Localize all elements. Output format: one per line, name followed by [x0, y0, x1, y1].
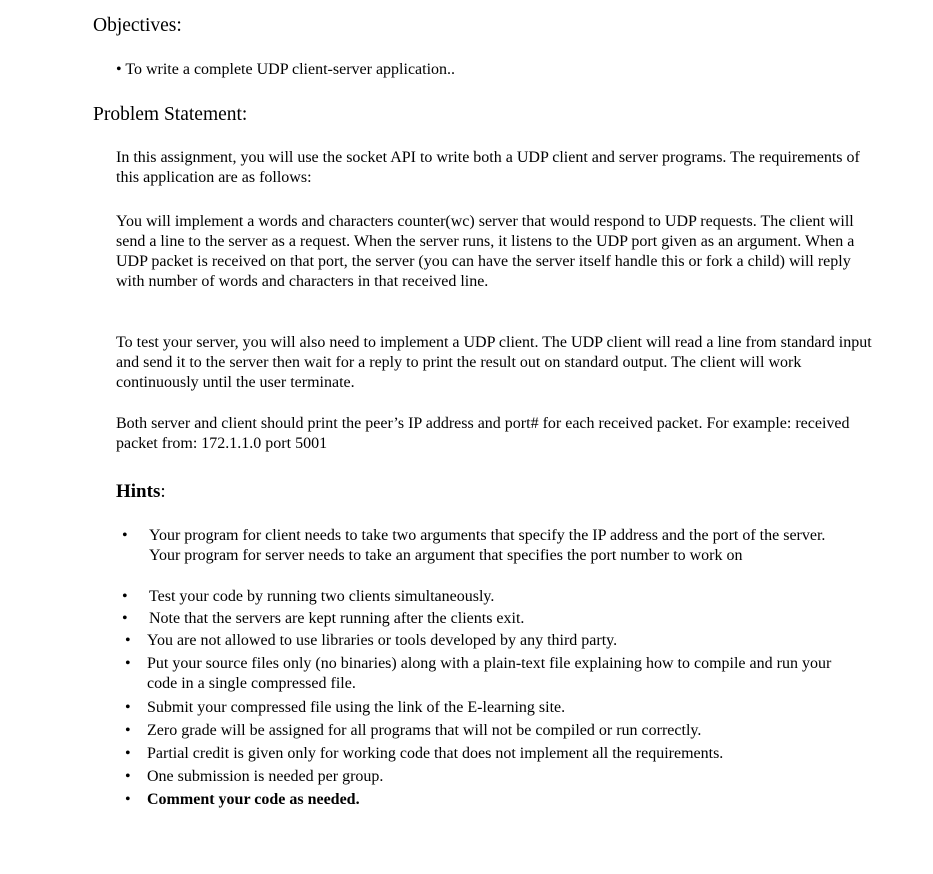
hint-text: Test your code by running two clients simultaneously. — [149, 588, 495, 605]
hint-item — [125, 631, 847, 651]
hints-heading-label: Hints — [116, 481, 161, 502]
objectives-heading: Objectives: — [93, 15, 182, 36]
hint-item — [122, 587, 849, 607]
server-description-paragraph: You will implement a words and characters counter(wc) server that would respond to UDP requests. The client will send a line to the server as a request. When the server runs, it listens to the UDP port given as an argument. When a UDP packet is received on that port, the server (you can have the server itself handle this or fork a child) will reply with number of words and characters in that received line. — [116, 213, 855, 290]
hint-text-bold: Comment your code as needed. — [147, 791, 360, 808]
bullet-icon: • — [122, 588, 128, 605]
bullet-icon: • — [125, 722, 131, 739]
hint-text: Note that the servers are kept running after the clients exit. — [149, 610, 525, 627]
objective-item: • To write a complete UDP client-server application.. — [116, 61, 456, 78]
hint-text: You are not allowed to use libraries or tools developed by any third party. — [147, 632, 618, 649]
hint-item — [122, 526, 849, 566]
bullet-icon: • — [125, 768, 131, 785]
bullet-icon: • — [125, 699, 131, 716]
bullet-icon: • — [122, 527, 128, 544]
hint-text: Put your source files only (no binaries) along with a plain-text file explaining how to compile and run your code in a single compressed file. — [147, 655, 832, 692]
bullet-icon: • — [125, 745, 131, 762]
hint-item — [125, 790, 847, 810]
hint-item — [125, 654, 847, 694]
hint-item — [122, 609, 849, 629]
hint-text: Submit your compressed file using the link of the E-learning site. — [147, 699, 566, 716]
output-format-paragraph: Both server and client should print the peer’s IP address and port# for each received packet. For example: received packet from: 172.1.1.0 port 5001 — [116, 415, 850, 452]
problem-statement-heading: Problem Statement: — [93, 104, 248, 125]
hint-text: Zero grade will be assigned for all programs that will not be compiled or run correctly. — [147, 722, 702, 739]
hints-heading — [116, 481, 166, 503]
hint-item — [125, 744, 847, 764]
hints-heading-colon: : — [160, 481, 166, 502]
intro-paragraph: In this assignment, you will use the socket API to write both a UDP client and server programs. The requirements of this application are as follows: — [116, 149, 860, 186]
hint-text: Partial credit is given only for working code that does not implement all the requirements. — [147, 745, 724, 762]
hint-item — [125, 721, 847, 741]
bullet-icon: • — [125, 632, 131, 649]
bullet-icon: • — [125, 791, 131, 808]
bullet-icon: • — [122, 610, 128, 627]
hint-item — [125, 767, 847, 787]
hint-item — [125, 698, 847, 718]
hint-text: Your program for client needs to take two arguments that specify the IP address and the port of the server. Your program for server needs to take an argument that specifies the port number to work on — [149, 527, 826, 564]
hint-text: One submission is needed per group. — [147, 768, 384, 785]
bullet-icon: • — [125, 655, 131, 672]
client-description-paragraph: To test your server, you will also need to implement a UDP client. The UDP client will read a line from standard input and send it to the server then wait for a reply to print the result out on standard output. The client will work continuously until the user terminate. — [116, 334, 872, 391]
